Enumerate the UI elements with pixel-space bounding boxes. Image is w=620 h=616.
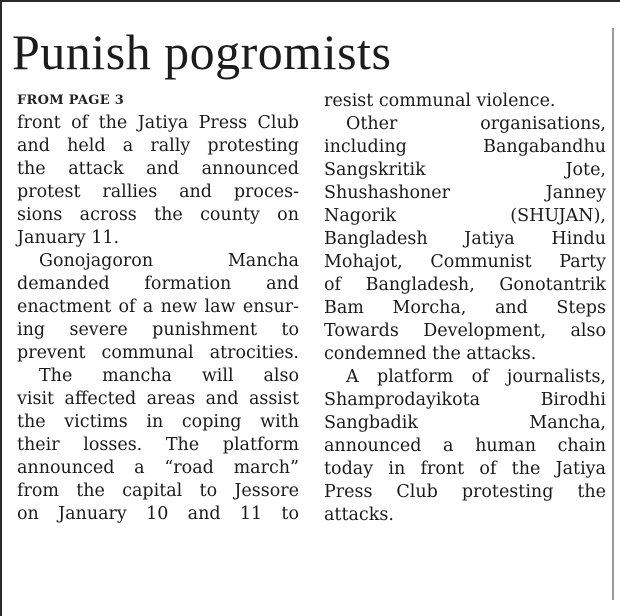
text-line: Sangskritik Jote,	[324, 160, 606, 180]
text-line: Other organisations,	[346, 114, 606, 134]
text-line: The mancha will also	[39, 366, 299, 386]
text-line: announced a “road march”	[17, 458, 299, 478]
text-line: sions across the county on	[17, 205, 299, 225]
text-line: enactment of a new law ensur-	[17, 297, 299, 317]
text-line: Shushashoner Janney	[324, 183, 606, 203]
text-line: Nagorik (SHUJAN),	[324, 206, 606, 226]
text-line: and held a rally protesting	[17, 136, 299, 156]
headline: Punish pogromists	[12, 24, 392, 80]
top-border-rule	[0, 0, 620, 2]
text-line: Mohajot, Communist Party	[324, 252, 606, 272]
text-line: protest rallies and proces-	[17, 182, 299, 202]
text-line: including Bangabandhu	[324, 137, 606, 157]
text-line: demanded formation and	[17, 274, 299, 294]
text-line: Shamprodayikota Birodhi	[324, 390, 606, 410]
text-line: Bam Morcha, and Steps	[324, 298, 606, 318]
text-line: today in front of the Jatiya	[324, 459, 606, 479]
text-line: Gonojagoron Mancha	[39, 251, 299, 271]
text-line: Towards Development, also	[324, 321, 606, 341]
text-line: announced a human chain	[324, 436, 606, 456]
text-line: front of the Jatiya Press Club	[17, 113, 299, 133]
left-border-rule	[0, 0, 2, 616]
text-line: ing severe punishment to	[17, 320, 299, 340]
text-line: Sangbadik Mancha,	[324, 413, 606, 433]
text-line: condemned the attacks.	[324, 344, 537, 364]
text-line: attacks.	[324, 505, 394, 525]
text-line: January 11.	[17, 228, 120, 248]
text-line: visit affected areas and assist	[17, 389, 299, 409]
text-line: of Bangladesh, Gonotantrik	[324, 275, 606, 295]
text-line: Bangladesh Jatiya Hindu	[324, 229, 606, 249]
text-line: prevent communal atrocities.	[17, 343, 299, 363]
jump-line: FROM PAGE 3	[17, 93, 125, 108]
text-line: from the capital to Jessore	[17, 481, 299, 501]
article-column-left	[17, 90, 299, 526]
text-line: the attack and announced	[17, 159, 299, 179]
text-line: on January 10 and 11 to	[17, 504, 299, 524]
right-border-rule	[612, 28, 614, 600]
text-line: A platform of journalists,	[346, 367, 606, 387]
text-line: resist communal violence.	[324, 91, 556, 111]
article-column-right	[324, 90, 606, 527]
text-line: the victims in coping with	[17, 412, 299, 432]
text-line: their losses. The platform	[17, 435, 299, 455]
text-line: Press Club protesting the	[324, 482, 606, 502]
